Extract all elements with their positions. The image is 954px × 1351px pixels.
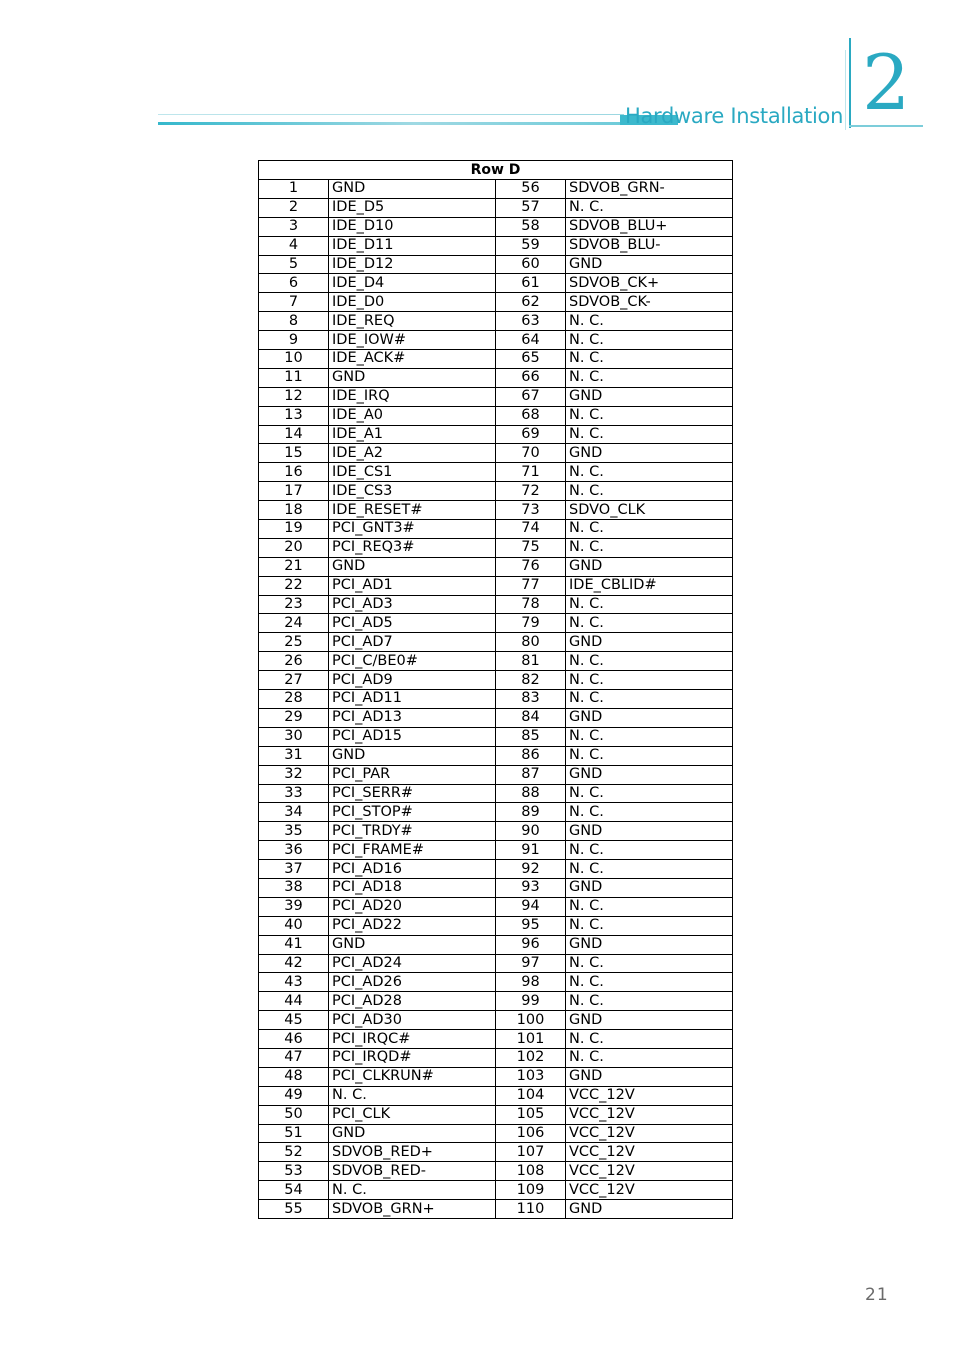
signal-name-cell: GND (566, 444, 733, 463)
signal-name-cell: GND (329, 368, 496, 387)
pin-number-cell: 36 (259, 841, 329, 860)
table-row (259, 274, 733, 293)
pin-number-cell: 31 (259, 746, 329, 765)
signal-name-cell: VCC_12V (566, 1162, 733, 1181)
table-row (259, 331, 733, 350)
signal-name-cell: SDVOB_RED- (329, 1162, 496, 1181)
table-row (259, 633, 733, 652)
pin-number-cell: 49 (259, 1086, 329, 1105)
signal-name-cell: N. C. (566, 1048, 733, 1067)
table-row (259, 406, 733, 425)
pin-number-cell: 98 (496, 973, 566, 992)
pin-number-cell: 56 (496, 180, 566, 199)
table-row (259, 973, 733, 992)
signal-name-cell: IDE_D11 (329, 236, 496, 255)
signal-name-cell: SDVO_CLK (566, 501, 733, 520)
pin-number-cell: 38 (259, 878, 329, 897)
table-row (259, 708, 733, 727)
signal-name-cell: N. C. (566, 1030, 733, 1049)
signal-name-cell: N. C. (566, 312, 733, 331)
signal-name-cell: PCI_CLKRUN# (329, 1067, 496, 1086)
signal-name-cell: N. C. (329, 1086, 496, 1105)
pin-number-cell: 108 (496, 1162, 566, 1181)
signal-name-cell: PCI_AD28 (329, 992, 496, 1011)
table-row (259, 803, 733, 822)
pin-number-cell: 14 (259, 425, 329, 444)
signal-name-cell: PCI_GNT3# (329, 520, 496, 539)
signal-name-cell: PCI_AD20 (329, 897, 496, 916)
pin-number-cell: 24 (259, 614, 329, 633)
signal-name-cell: IDE_IRQ (329, 387, 496, 406)
table-row (259, 1124, 733, 1143)
pin-number-cell: 60 (496, 255, 566, 274)
pin-number-cell: 5 (259, 255, 329, 274)
signal-name-cell: N. C. (566, 482, 733, 501)
signal-name-cell: N. C. (566, 784, 733, 803)
pin-number-cell: 106 (496, 1124, 566, 1143)
pin-number-cell: 69 (496, 425, 566, 444)
pin-number-cell: 63 (496, 312, 566, 331)
table-row (259, 463, 733, 482)
signal-name-cell: PCI_CLK (329, 1105, 496, 1124)
pin-number-cell: 41 (259, 935, 329, 954)
table-row (259, 1030, 733, 1049)
table-row (259, 595, 733, 614)
table-row (259, 784, 733, 803)
pin-number-cell: 17 (259, 482, 329, 501)
table-row (259, 1067, 733, 1086)
pin-number-cell: 28 (259, 690, 329, 709)
table-row (259, 1162, 733, 1181)
signal-name-cell: IDE_A0 (329, 406, 496, 425)
pin-number-cell: 66 (496, 368, 566, 387)
signal-name-cell: GND (566, 822, 733, 841)
pin-number-cell: 107 (496, 1143, 566, 1162)
pin-number-cell: 19 (259, 520, 329, 539)
signal-name-cell: GND (566, 633, 733, 652)
signal-name-cell: N. C. (566, 916, 733, 935)
signal-name-cell: VCC_12V (566, 1181, 733, 1200)
pin-number-cell: 71 (496, 463, 566, 482)
pin-number-cell: 42 (259, 954, 329, 973)
table-row (259, 897, 733, 916)
pin-number-cell: 21 (259, 557, 329, 576)
table-row (259, 557, 733, 576)
pin-number-cell: 15 (259, 444, 329, 463)
header-rule (158, 114, 624, 126)
signal-name-cell: GND (566, 1011, 733, 1030)
pin-number-cell: 46 (259, 1030, 329, 1049)
signal-name-cell: IDE_D12 (329, 255, 496, 274)
pin-number-cell: 27 (259, 671, 329, 690)
pin-number-cell: 105 (496, 1105, 566, 1124)
signal-name-cell: GND (566, 765, 733, 784)
pin-number-cell: 88 (496, 784, 566, 803)
table-row (259, 444, 733, 463)
pin-number-cell: 16 (259, 463, 329, 482)
pin-number-cell: 8 (259, 312, 329, 331)
pin-number-cell: 101 (496, 1030, 566, 1049)
signal-name-cell: VCC_12V (566, 1143, 733, 1162)
signal-name-cell: PCI_REQ3# (329, 538, 496, 557)
signal-name-cell: N. C. (566, 690, 733, 709)
pin-number-cell: 64 (496, 331, 566, 350)
pin-number-cell: 47 (259, 1048, 329, 1067)
pin-assignment-table (258, 160, 733, 1219)
pin-number-cell: 94 (496, 897, 566, 916)
signal-name-cell: PCI_STOP# (329, 803, 496, 822)
signal-name-cell: VCC_12V (566, 1086, 733, 1105)
pin-number-cell: 100 (496, 1011, 566, 1030)
pin-number-cell: 2 (259, 198, 329, 217)
pin-number-cell: 83 (496, 690, 566, 709)
signal-name-cell: GND (566, 1200, 733, 1219)
signal-name-cell: N. C. (566, 406, 733, 425)
chapter-number: 2 (862, 38, 911, 127)
table-row (259, 935, 733, 954)
signal-name-cell: IDE_D10 (329, 217, 496, 236)
table-row (259, 822, 733, 841)
table-row (259, 198, 733, 217)
signal-name-cell: IDE_D5 (329, 198, 496, 217)
pin-number-cell: 58 (496, 217, 566, 236)
pin-number-cell: 57 (496, 198, 566, 217)
pin-number-cell: 6 (259, 274, 329, 293)
pin-number-cell: 70 (496, 444, 566, 463)
pin-number-cell: 76 (496, 557, 566, 576)
pin-number-cell: 1 (259, 180, 329, 199)
signal-name-cell: VCC_12V (566, 1124, 733, 1143)
signal-name-cell: IDE_D4 (329, 274, 496, 293)
table-row (259, 368, 733, 387)
pin-number-cell: 62 (496, 293, 566, 312)
pin-number-cell: 7 (259, 293, 329, 312)
pin-number-cell: 32 (259, 765, 329, 784)
pin-number-cell: 109 (496, 1181, 566, 1200)
pin-number-cell: 53 (259, 1162, 329, 1181)
signal-name-cell: IDE_REQ (329, 312, 496, 331)
table-row (259, 1011, 733, 1030)
signal-name-cell: PCI_PAR (329, 765, 496, 784)
pin-number-cell: 72 (496, 482, 566, 501)
signal-name-cell: VCC_12V (566, 1105, 733, 1124)
table-row (259, 1143, 733, 1162)
pin-number-cell: 43 (259, 973, 329, 992)
table-row (259, 350, 733, 369)
pin-number-cell: 3 (259, 217, 329, 236)
table-row (259, 690, 733, 709)
signal-name-cell: PCI_C/BE0# (329, 652, 496, 671)
signal-name-cell: GND (329, 557, 496, 576)
signal-name-cell: PCI_AD26 (329, 973, 496, 992)
signal-name-cell: PCI_TRDY# (329, 822, 496, 841)
signal-name-cell: GND (566, 255, 733, 274)
pin-number-cell: 10 (259, 350, 329, 369)
table-row (259, 236, 733, 255)
signal-name-cell: IDE_CS1 (329, 463, 496, 482)
pin-number-cell: 37 (259, 860, 329, 879)
signal-name-cell: N. C. (566, 954, 733, 973)
pin-number-cell: 13 (259, 406, 329, 425)
signal-name-cell: GND (566, 1067, 733, 1086)
pin-number-cell: 52 (259, 1143, 329, 1162)
pin-number-cell: 73 (496, 501, 566, 520)
signal-name-cell: PCI_AD7 (329, 633, 496, 652)
pin-number-cell: 55 (259, 1200, 329, 1219)
table-row (259, 1181, 733, 1200)
pin-number-cell: 92 (496, 860, 566, 879)
signal-name-cell: PCI_AD5 (329, 614, 496, 633)
signal-name-cell: PCI_AD24 (329, 954, 496, 973)
signal-name-cell: N. C. (566, 595, 733, 614)
signal-name-cell: SDVOB_RED+ (329, 1143, 496, 1162)
pin-number-cell: 91 (496, 841, 566, 860)
signal-name-cell: PCI_AD3 (329, 595, 496, 614)
signal-name-cell: N. C. (566, 463, 733, 482)
signal-name-cell: PCI_IRQC# (329, 1030, 496, 1049)
signal-name-cell: PCI_AD22 (329, 916, 496, 935)
table-row (259, 425, 733, 444)
pin-number-cell: 4 (259, 236, 329, 255)
table-row (259, 671, 733, 690)
section-title: Hardware Installation (625, 104, 844, 128)
signal-name-cell: N. C. (566, 973, 733, 992)
signal-name-cell: GND (566, 708, 733, 727)
signal-name-cell: PCI_AD15 (329, 727, 496, 746)
signal-name-cell: PCI_AD9 (329, 671, 496, 690)
pin-number-cell: 65 (496, 350, 566, 369)
pin-number-cell: 75 (496, 538, 566, 557)
signal-name-cell: N. C. (566, 671, 733, 690)
signal-name-cell: N. C. (566, 198, 733, 217)
signal-name-cell: GND (566, 878, 733, 897)
table-row (259, 860, 733, 879)
pin-number-cell: 34 (259, 803, 329, 822)
pin-number-cell: 90 (496, 822, 566, 841)
signal-name-cell: N. C. (566, 520, 733, 539)
pin-number-cell: 9 (259, 331, 329, 350)
signal-name-cell: PCI_SERR# (329, 784, 496, 803)
table-row (259, 727, 733, 746)
pin-number-cell: 79 (496, 614, 566, 633)
pin-number-cell: 68 (496, 406, 566, 425)
pin-number-cell: 103 (496, 1067, 566, 1086)
signal-name-cell: IDE_CBLID# (566, 576, 733, 595)
pin-number-cell: 104 (496, 1086, 566, 1105)
signal-name-cell: N. C. (566, 350, 733, 369)
signal-name-cell: PCI_AD1 (329, 576, 496, 595)
signal-name-cell: N. C. (566, 538, 733, 557)
signal-name-cell: PCI_AD11 (329, 690, 496, 709)
table-body (259, 180, 733, 1219)
table-row (259, 520, 733, 539)
signal-name-cell: PCI_AD30 (329, 1011, 496, 1030)
signal-name-cell: PCI_FRAME# (329, 841, 496, 860)
header-thin-rule (158, 114, 624, 115)
pin-number-cell: 89 (496, 803, 566, 822)
table-row (259, 841, 733, 860)
pin-number-cell: 82 (496, 671, 566, 690)
pin-number-cell: 59 (496, 236, 566, 255)
signal-name-cell: PCI_AD13 (329, 708, 496, 727)
signal-name-cell: SDVOB_GRN- (566, 180, 733, 199)
table-title: Row D (259, 161, 733, 180)
table-row (259, 1086, 733, 1105)
pin-number-cell: 12 (259, 387, 329, 406)
header-gradient-rule (158, 122, 624, 125)
table-row (259, 614, 733, 633)
signal-name-cell: IDE_RESET# (329, 501, 496, 520)
chapter-rule-shadow (845, 50, 846, 130)
table-row (259, 746, 733, 765)
pin-number-cell: 29 (259, 708, 329, 727)
pin-number-cell: 45 (259, 1011, 329, 1030)
signal-name-cell: N. C. (566, 841, 733, 860)
pin-number-cell: 23 (259, 595, 329, 614)
pin-number-cell: 33 (259, 784, 329, 803)
pin-number-cell: 18 (259, 501, 329, 520)
pin-number-cell: 54 (259, 1181, 329, 1200)
table-row (259, 765, 733, 784)
signal-name-cell: PCI_AD16 (329, 860, 496, 879)
table-row (259, 387, 733, 406)
signal-name-cell: IDE_A2 (329, 444, 496, 463)
signal-name-cell: GND (566, 387, 733, 406)
pin-number-cell: 97 (496, 954, 566, 973)
signal-name-cell: SDVOB_GRN+ (329, 1200, 496, 1219)
signal-name-cell: GND (566, 935, 733, 954)
table-row (259, 1048, 733, 1067)
signal-name-cell: N. C. (566, 803, 733, 822)
pin-number-cell: 78 (496, 595, 566, 614)
signal-name-cell: N. C. (329, 1181, 496, 1200)
pin-number-cell: 22 (259, 576, 329, 595)
table-row (259, 180, 733, 199)
pin-number-cell: 85 (496, 727, 566, 746)
signal-name-cell: IDE_ACK# (329, 350, 496, 369)
pin-number-cell: 51 (259, 1124, 329, 1143)
signal-name-cell: N. C. (566, 860, 733, 879)
pin-number-cell: 96 (496, 935, 566, 954)
page-number: 21 (865, 1285, 889, 1305)
signal-name-cell: IDE_A1 (329, 425, 496, 444)
table-row (259, 1105, 733, 1124)
pin-number-cell: 67 (496, 387, 566, 406)
pin-number-cell: 87 (496, 765, 566, 784)
table-row (259, 916, 733, 935)
signal-name-cell: N. C. (566, 331, 733, 350)
table-header-row (259, 161, 733, 180)
signal-name-cell: IDE_IOW# (329, 331, 496, 350)
signal-name-cell: SDVOB_BLU- (566, 236, 733, 255)
pin-number-cell: 20 (259, 538, 329, 557)
pin-number-cell: 93 (496, 878, 566, 897)
signal-name-cell: N. C. (566, 897, 733, 916)
signal-name-cell: N. C. (566, 614, 733, 633)
signal-name-cell: GND (329, 1124, 496, 1143)
table-row (259, 576, 733, 595)
pin-number-cell: 84 (496, 708, 566, 727)
pin-number-cell: 81 (496, 652, 566, 671)
signal-name-cell: GND (329, 180, 496, 199)
table-row (259, 538, 733, 557)
table-row (259, 992, 733, 1011)
table-row (259, 293, 733, 312)
table-row (259, 652, 733, 671)
pin-number-cell: 77 (496, 576, 566, 595)
pin-number-cell: 26 (259, 652, 329, 671)
signal-name-cell: GND (329, 935, 496, 954)
pin-number-cell: 110 (496, 1200, 566, 1219)
pin-number-cell: 74 (496, 520, 566, 539)
signal-name-cell: N. C. (566, 992, 733, 1011)
pin-number-cell: 44 (259, 992, 329, 1011)
table-row (259, 954, 733, 973)
pin-number-cell: 25 (259, 633, 329, 652)
table-row (259, 501, 733, 520)
signal-name-cell: PCI_IRQD# (329, 1048, 496, 1067)
signal-name-cell: N. C. (566, 425, 733, 444)
signal-name-cell: IDE_CS3 (329, 482, 496, 501)
pin-number-cell: 40 (259, 916, 329, 935)
pin-number-cell: 99 (496, 992, 566, 1011)
pin-number-cell: 39 (259, 897, 329, 916)
pin-number-cell: 102 (496, 1048, 566, 1067)
pin-number-cell: 30 (259, 727, 329, 746)
signal-name-cell: N. C. (566, 368, 733, 387)
signal-name-cell: PCI_AD18 (329, 878, 496, 897)
signal-name-cell: N. C. (566, 746, 733, 765)
pin-number-cell: 35 (259, 822, 329, 841)
pin-number-cell: 61 (496, 274, 566, 293)
table-row (259, 1200, 733, 1219)
signal-name-cell: IDE_D0 (329, 293, 496, 312)
pin-number-cell: 95 (496, 916, 566, 935)
signal-name-cell: N. C. (566, 727, 733, 746)
signal-name-cell: GND (566, 557, 733, 576)
pin-number-cell: 50 (259, 1105, 329, 1124)
signal-name-cell: N. C. (566, 652, 733, 671)
signal-name-cell: SDVOB_CK+ (566, 274, 733, 293)
pin-number-cell: 80 (496, 633, 566, 652)
table-row (259, 312, 733, 331)
chapter-rule-vertical (849, 38, 851, 128)
table-row (259, 878, 733, 897)
table-row (259, 217, 733, 236)
pin-number-cell: 11 (259, 368, 329, 387)
table-row (259, 255, 733, 274)
signal-name-cell: SDVOB_BLU+ (566, 217, 733, 236)
pin-number-cell: 86 (496, 746, 566, 765)
signal-name-cell: GND (329, 746, 496, 765)
pin-number-cell: 48 (259, 1067, 329, 1086)
table-row (259, 482, 733, 501)
signal-name-cell: SDVOB_CK- (566, 293, 733, 312)
